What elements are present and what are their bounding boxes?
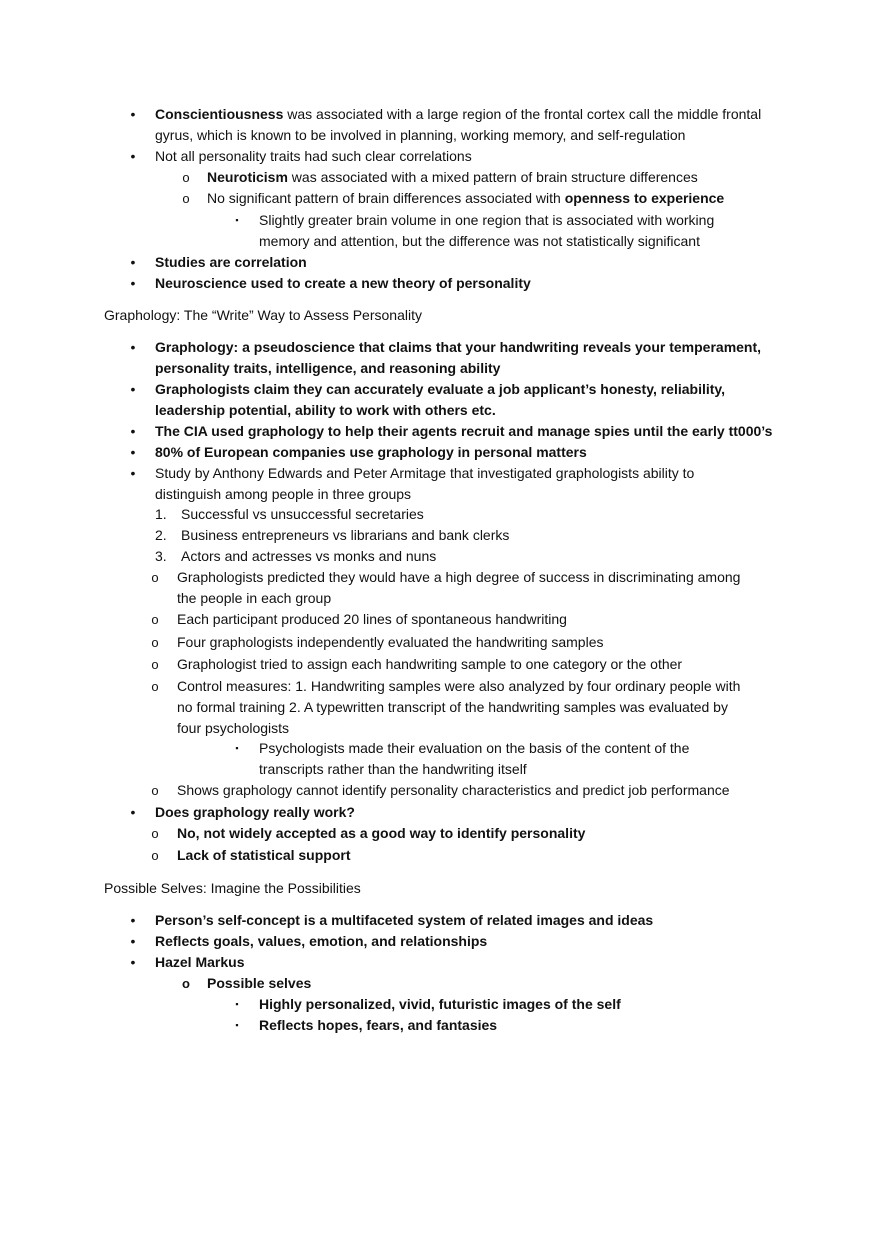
sub-list-item: Graphologist tried to assign each handwriting sample to one category or the other bbox=[177, 656, 683, 672]
section-heading-graphology: Graphology: The “Write” Way to Assess Personality bbox=[104, 307, 422, 323]
sub-list-item: Graphologists predicted they would have a high degree of success in discriminating among bbox=[177, 569, 741, 585]
list-item-continuation: personality traits, intelligence, and reasoning ability bbox=[155, 360, 501, 376]
number-marker: 3. bbox=[155, 548, 167, 564]
sub-list-item: Lack of statistical support bbox=[177, 847, 351, 863]
sub-sub-list-item: Reflects hopes, fears, and fantasies bbox=[259, 1017, 498, 1033]
list-item-continuation: no formal training 2. A typewritten transcript of the handwriting samples was evaluated by bbox=[177, 699, 728, 715]
list-item: Graphologists claim they can accurately evaluate a job applicant’s honesty, reliability, bbox=[155, 381, 726, 397]
list-item: 80% of European companies use graphology in personal matters bbox=[155, 444, 587, 460]
circle-marker: o bbox=[151, 635, 159, 650]
sub-list-item: Control measures: 1. Handwriting samples were also analyzed by four ordinary people with bbox=[177, 678, 741, 694]
list-item: Studies are correlation bbox=[155, 254, 307, 270]
circle-marker: o bbox=[182, 170, 190, 185]
bullet-marker: • bbox=[130, 339, 136, 355]
circle-marker: o bbox=[182, 191, 190, 206]
list-item: Hazel Markus bbox=[155, 954, 245, 970]
sub-list-item: Four graphologists independently evaluated the handwriting samples bbox=[177, 634, 604, 650]
list-item-continuation: leadership potential, ability to work with others etc. bbox=[155, 402, 496, 418]
list-item-continuation: gyrus, which is known to be involved in planning, working memory, and self-regulation bbox=[155, 127, 686, 143]
list-item: Person’s self-concept is a multifaceted system of related images and ideas bbox=[155, 912, 654, 928]
square-marker: ▪ bbox=[235, 215, 239, 225]
numbered-item: Successful vs unsuccessful secretaries bbox=[181, 506, 424, 522]
circle-marker: o bbox=[151, 570, 159, 585]
list-item: Does graphology really work? bbox=[155, 804, 355, 820]
sub-sub-list-item: Highly personalized, vivid, futuristic images of the self bbox=[259, 996, 621, 1012]
sub-sub-list-item: Slightly greater brain volume in one region that is associated with working bbox=[259, 212, 715, 228]
list-item-continuation: the people in each group bbox=[177, 590, 332, 606]
sub-list-item: No significant pattern of brain differences associated with openness to experience bbox=[207, 190, 725, 206]
circle-marker: o bbox=[182, 976, 190, 991]
circle-marker: o bbox=[151, 783, 159, 798]
sub-sub-list-item: Psychologists made their evaluation on the basis of the content of the bbox=[259, 740, 690, 756]
list-item-continuation: memory and attention, but the difference was not statistically significant bbox=[259, 233, 700, 249]
sub-list-item: No, not widely accepted as a good way to identify personality bbox=[177, 825, 586, 841]
number-marker: 2. bbox=[155, 527, 167, 543]
list-item-continuation: transcripts rather than the handwriting itself bbox=[259, 761, 527, 777]
list-item: Reflects goals, values, emotion, and relationships bbox=[155, 933, 488, 949]
sub-list-item: Shows graphology cannot identify personality characteristics and predict job performance bbox=[177, 782, 730, 798]
circle-marker: o bbox=[151, 612, 159, 627]
square-marker: ▪ bbox=[235, 999, 239, 1009]
list-item: Not all personality traits had such clear correlations bbox=[155, 148, 472, 164]
circle-marker: o bbox=[151, 848, 159, 863]
list-item: Neuroscience used to create a new theory of personality bbox=[155, 275, 531, 291]
numbered-item: Business entrepreneurs vs librarians and bank clerks bbox=[181, 527, 510, 543]
bullet-marker: • bbox=[130, 954, 136, 970]
sub-list-item: Each participant produced 20 lines of spontaneous handwriting bbox=[177, 611, 567, 627]
list-item: Study by Anthony Edwards and Peter Armitage that investigated graphologists ability to bbox=[155, 465, 695, 481]
section-heading-possible-selves: Possible Selves: Imagine the Possibilities bbox=[104, 880, 361, 896]
circle-marker: o bbox=[151, 657, 159, 672]
sub-list-item: Neuroticism was associated with a mixed pattern of brain structure differences bbox=[207, 169, 698, 185]
numbered-item: Actors and actresses vs monks and nuns bbox=[181, 548, 437, 564]
bullet-marker: • bbox=[130, 933, 136, 949]
list-item: The CIA used graphology to help their agents recruit and manage spies until the early tt000’s bbox=[155, 423, 773, 439]
circle-marker: o bbox=[151, 826, 159, 841]
bullet-marker: • bbox=[130, 912, 136, 928]
bullet-marker: • bbox=[130, 106, 136, 122]
bullet-marker: • bbox=[130, 148, 136, 164]
list-item: Graphology: a pseudoscience that claims that your handwriting reveals your temperament, bbox=[155, 339, 762, 355]
number-marker: 1. bbox=[155, 506, 167, 522]
bullet-marker: • bbox=[130, 465, 136, 481]
square-marker: ▪ bbox=[235, 743, 239, 753]
circle-marker: o bbox=[151, 679, 159, 694]
bullet-marker: • bbox=[130, 254, 136, 270]
bullet-marker: • bbox=[130, 423, 136, 439]
list-item-continuation: distinguish among people in three groups bbox=[155, 486, 412, 502]
bullet-marker: • bbox=[130, 444, 136, 460]
square-marker: ▪ bbox=[235, 1020, 239, 1030]
list-item-continuation: four psychologists bbox=[177, 720, 290, 736]
bullet-marker: • bbox=[130, 804, 136, 820]
bullet-marker: • bbox=[130, 381, 136, 397]
sub-list-item: Possible selves bbox=[207, 975, 312, 991]
bullet-marker: • bbox=[130, 275, 136, 291]
list-item: Conscientiousness was associated with a large region of the frontal cortex call the middle frontal bbox=[155, 106, 762, 122]
